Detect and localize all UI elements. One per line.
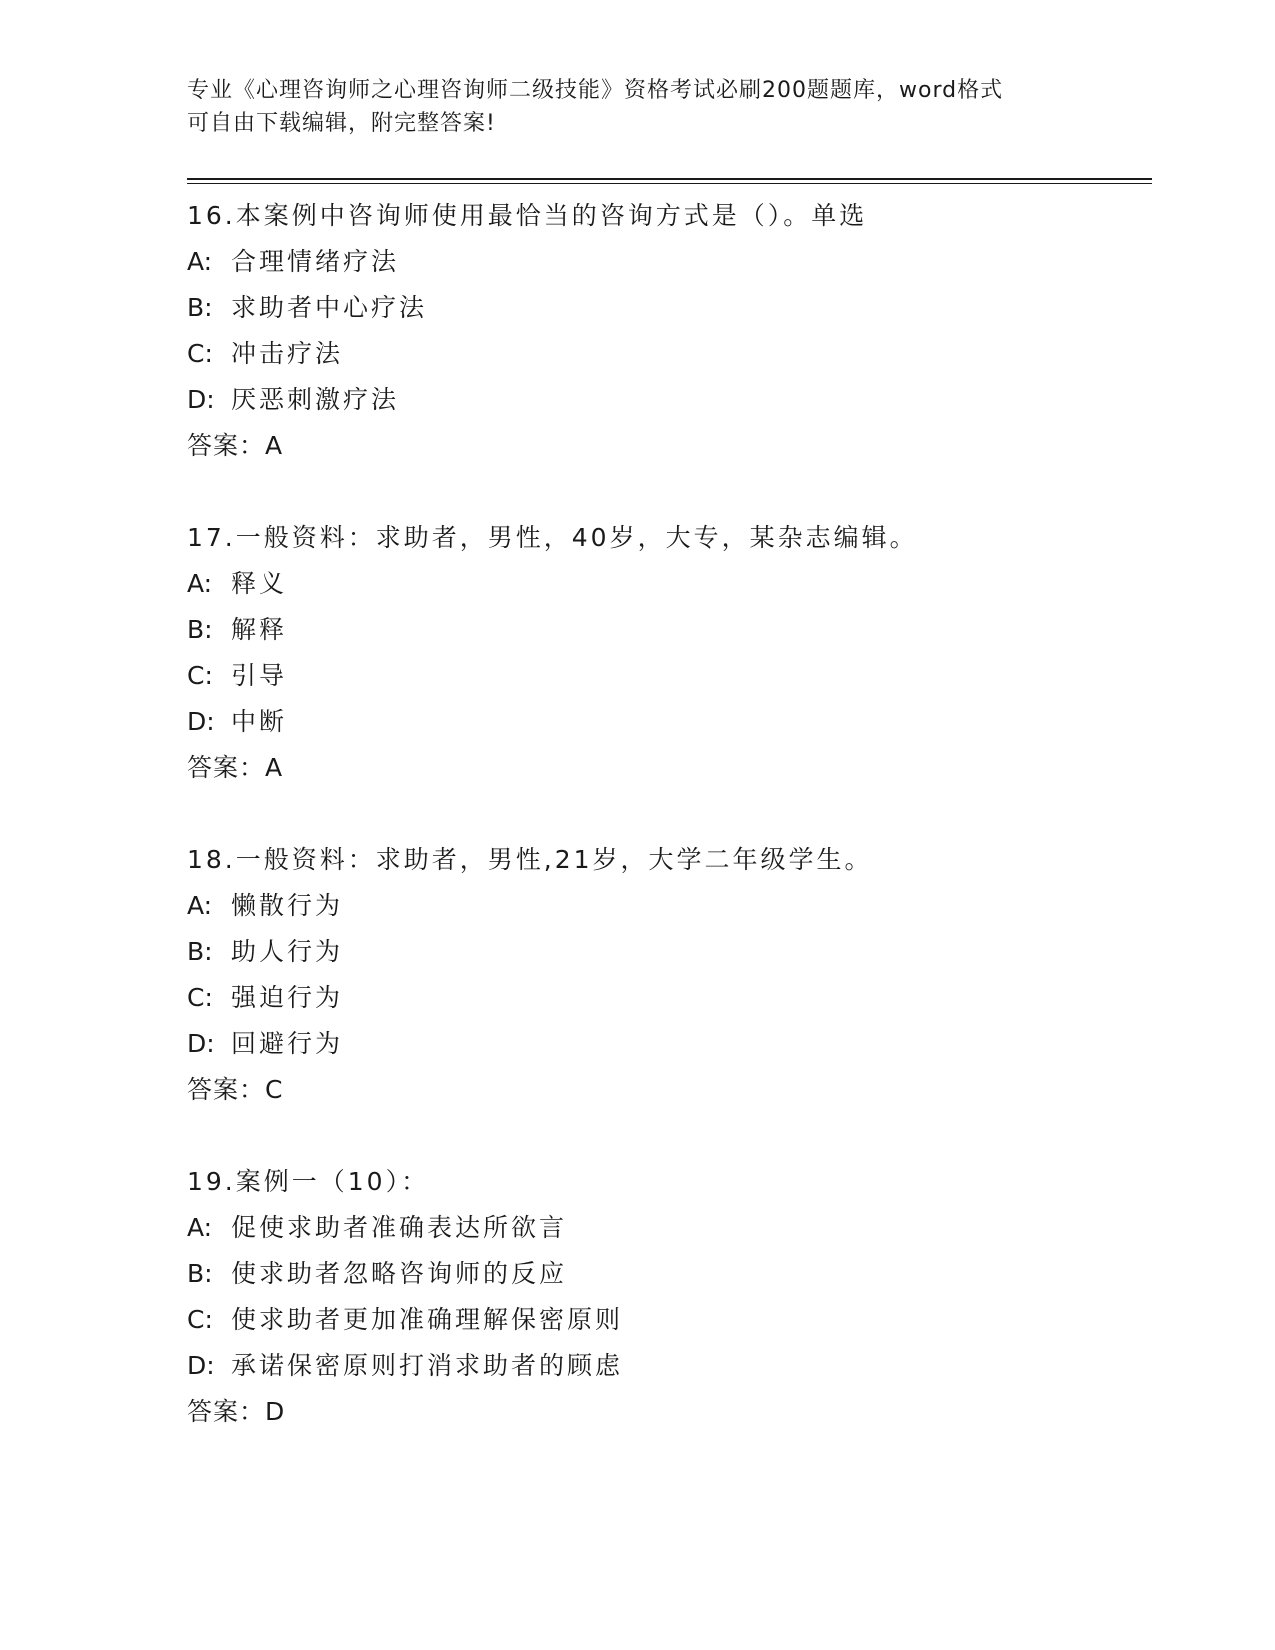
question-stem: 17.一般资料：求助者，男性，40岁，大专，某杂志编辑。 [187, 523, 918, 552]
option-letter: B: [187, 615, 213, 644]
question-18 [187, 837, 1152, 1113]
option-d [187, 699, 1152, 745]
option-text: 回避行为 [231, 1029, 344, 1058]
option-letter: B: [187, 937, 213, 966]
document-header [187, 74, 1087, 140]
option-letter: A: [187, 891, 213, 920]
option-b [187, 1251, 1152, 1297]
option-text: 求助者中心疗法 [231, 293, 428, 322]
answer-line: 答案：D [187, 1397, 286, 1426]
option-letter: D: [187, 1351, 215, 1380]
answer-line: 答案：A [187, 753, 284, 782]
option-text: 强迫行为 [231, 983, 344, 1012]
option-letter: A: [187, 569, 213, 598]
option-letter: C: [187, 983, 213, 1012]
option-text: 合理情绪疗法 [231, 247, 400, 276]
question-stem: 18.一般资料：求助者，男性,21岁，大学二年级学生。 [187, 845, 873, 874]
option-letter: A: [187, 247, 213, 276]
option-text: 引导 [231, 661, 288, 690]
option-text: 解释 [231, 615, 288, 644]
option-text: 承诺保密原则打消求助者的顾虑 [231, 1351, 624, 1380]
question-stem: 16.本案例中咨询师使用最恰当的咨询方式是（）。单选 [187, 201, 868, 230]
option-text: 冲击疗法 [231, 339, 344, 368]
option-c [187, 653, 1152, 699]
option-letter: B: [187, 293, 213, 322]
option-text: 懒散行为 [231, 891, 344, 920]
question-list [187, 193, 1152, 1435]
header-line-1: 专业《心理咨询师之心理咨询师二级技能》资格考试必刷200题题库，word格式 [187, 78, 1004, 103]
header-divider-thin [187, 183, 1152, 184]
option-a [187, 883, 1152, 929]
option-text: 使求助者忽略咨询师的反应 [231, 1259, 568, 1288]
answer-line: 答案：C [187, 1075, 284, 1104]
option-letter: A: [187, 1213, 213, 1242]
question-17 [187, 515, 1152, 791]
option-c [187, 331, 1152, 377]
answer-line: 答案：A [187, 431, 284, 460]
question-16 [187, 193, 1152, 469]
option-letter: D: [187, 1029, 215, 1058]
header-divider-thick [187, 178, 1152, 180]
option-d [187, 377, 1152, 423]
header-line-2: 可自由下载编辑，附完整答案! [187, 111, 496, 136]
option-letter: B: [187, 1259, 213, 1288]
option-b [187, 929, 1152, 975]
option-d [187, 1021, 1152, 1067]
option-d [187, 1343, 1152, 1389]
option-b [187, 607, 1152, 653]
option-text: 促使求助者准确表达所欲言 [231, 1213, 568, 1242]
option-text: 中断 [231, 707, 288, 736]
option-letter: D: [187, 385, 215, 414]
option-text: 释义 [231, 569, 288, 598]
option-text: 使求助者更加准确理解保密原则 [231, 1305, 624, 1334]
option-a [187, 561, 1152, 607]
question-stem: 19.案例一（10）： [187, 1167, 430, 1196]
option-a [187, 1205, 1152, 1251]
question-19 [187, 1159, 1152, 1435]
option-letter: D: [187, 707, 215, 736]
option-text: 助人行为 [231, 937, 344, 966]
option-c [187, 1297, 1152, 1343]
option-text: 厌恶刺激疗法 [231, 385, 400, 414]
option-c [187, 975, 1152, 1021]
option-letter: C: [187, 339, 213, 368]
option-b [187, 285, 1152, 331]
option-a [187, 239, 1152, 285]
option-letter: C: [187, 661, 213, 690]
option-letter: C: [187, 1305, 213, 1334]
